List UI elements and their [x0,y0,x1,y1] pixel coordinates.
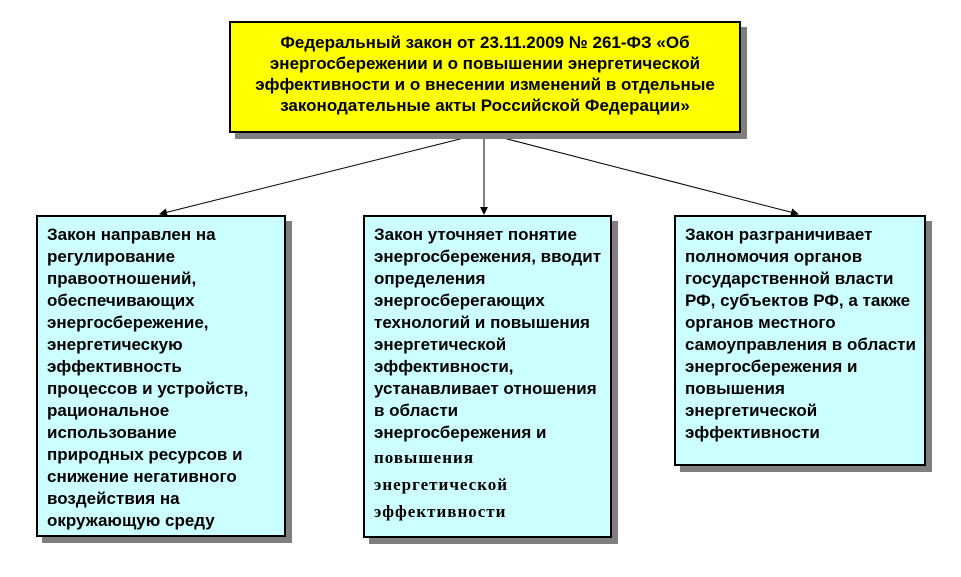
arrow-to-left-box [160,133,484,214]
authority-division-box [674,215,926,466]
definitions-tail-text: повышения энергетической эффективности [374,448,509,521]
arrow-to-right-box [484,133,798,214]
definitions-box [363,215,612,538]
law-title-box [229,21,741,133]
law-title-text: Федеральный закон от 23.11.2009 № 261-ФЗ «Об энергосбережении и о повышении энергетической эффективности и о внесении изменений в отдельные законодательные акты Российской Федерации» [255,33,715,115]
definitions-text: Закон уточняет понятие энергосбережения, вводит определения энергосберегающих технологий и повышения энергетической эффективности, устанавливает отношения в области энергосбережения и [374,225,602,442]
regulation-scope-box [36,215,286,537]
authority-division-text: Закон разграничивает полномочия органов государственной власти РФ, субъектов РФ, а также органов местного самоуправления в области энергосбережения и повышения энергетической эффективности [685,225,916,442]
regulation-scope-text: Закон направлен на регулирование правоотношений, обеспечивающих энергосбережение, энергетическую эффективность процессов и устройств, рациональное использование природных ресурсов и снижение негативного воздействия на окружающую среду [47,225,249,530]
